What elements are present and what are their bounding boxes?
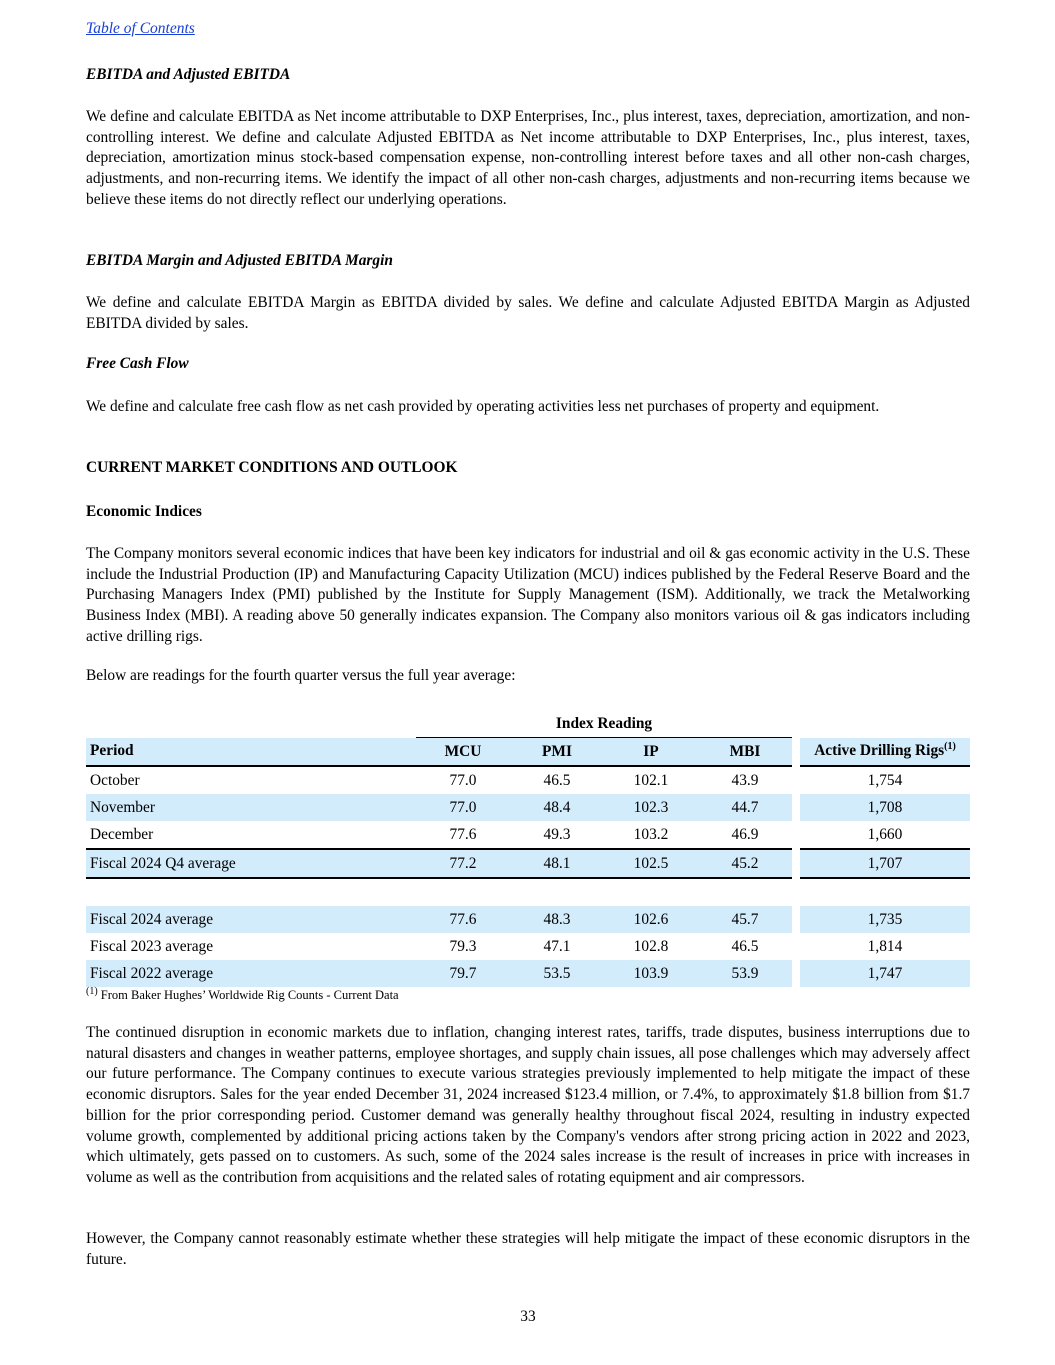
table-row [86,906,970,933]
cell-rigs: 1,814 [867,937,903,955]
cell-rigs: 1,660 [867,825,903,843]
table-row [86,933,970,960]
cell-pmi: 48.4 [510,794,604,821]
cell-period: December [90,825,154,843]
cell-rigs: 1,754 [867,771,903,789]
cell-period: October [90,771,140,789]
cell-rigs: 1,707 [800,849,970,878]
cell-ip: 103.2 [633,825,669,843]
cell-mcu: 77.6 [416,906,510,933]
heading-economic-indices: Economic Indices [86,503,202,520]
cell-mbi: 44.7 [698,794,792,821]
column-header-ip: IP [604,738,698,767]
cell-period: Fiscal 2022 average [86,960,416,987]
column-header-active-drilling-rigs: Active Drilling Rigs$^{(1)}$ [800,738,970,767]
cell-period: Fiscal 2024 average [86,906,416,933]
cell-mbi: 46.5 [731,937,759,955]
cell-mcu: 77.6 [449,825,477,843]
cell-ip: 103.9 [604,960,698,987]
cell-mcu: 79.7 [416,960,510,987]
paragraph-free-cash-flow: We define and calculate free cash flow as net cash provided by operating activities less net purchases of property and equipment. [86,398,880,415]
cell-pmi: 49.3 [543,825,571,843]
cell-ip: 102.6 [604,906,698,933]
column-header-pmi: PMI [510,738,604,767]
column-header-mbi: MBI [698,738,792,767]
cell-pmi: 48.3 [510,906,604,933]
index-reading-group-header: Index Reading [416,711,792,738]
cell-pmi: 53.5 [510,960,604,987]
cell-mbi: 46.9 [731,825,759,843]
heading-free-cash-flow: Free Cash Flow [86,355,189,372]
heading-ebitda: EBITDA and Adjusted EBITDA [86,66,291,83]
paragraph-market-disruption: The continued disruption in economic markets due to inflation, changing interest rates, tariffs, trade disputes, business interruptions due to natural disasters and changes in weather patterns, employee shortages, and supply chain issues, all pose challenges which may adversely affect our future performance. The Company continues to execute various strategies previously implemented to help mitigate the impact of these economic disruptors. Sales for the year ended December 31, 2024 increased $123.4 million, or 7.4%, to approximately $1.8 billion from $1.7 billion for the prior corresponding period. Customer demand was generally healthy throughout fiscal 2024, resulting in industry expected volume growth, complemented by additional pricing actions taken by the Company's vendors after strong pricing action in 2022 and 2023, which ultimately, gets passed on to customers. As such, some of the 2024 sales increase is the result of increases in price with increases in volume as well as the contribution from acquisitions and the related sales of rotating equipment and air compressors. [86,1024,970,1186]
cell-mbi: 43.9 [731,771,759,789]
table-footnote: $^{(1)}$ From Baker Hughes’ Worldwide Rig Counts - Current Data [86,985,399,1002]
cell-pmi: 48.1 [510,849,604,878]
table-row [86,794,970,821]
economic-indices-table [86,711,970,987]
heading-market-conditions: CURRENT MARKET CONDITIONS AND OUTLOOK [86,459,458,476]
paragraph-ebitda: We define and calculate EBITDA as Net income attributable to DXP Enterprises, Inc., plus interest, taxes, depreciation, amortization, and non-controlling interest. We define and calculate Adjusted EBITDA as Net income attributable to DXP Enterprises, Inc., plus interest, taxes, depreciation, amortization minus stock-based compensation expense, non-controlling interest before taxes and all other non-cash charges, adjustments, and non-recurring items. We identify the impact of all other non-cash charges, adjustments and non-recurring items because we believe these items do not directly reflect our underlying operations. [86,108,970,208]
table-row [86,960,970,987]
page-number: 33 [520,1308,536,1325]
cell-ip: 102.3 [604,794,698,821]
paragraph-ebitda-margin: We define and calculate EBITDA Margin as EBITDA divided by sales. We define and calculate Adjusted EBITDA Margin as Adjusted EBITDA divided by sales. [86,294,970,332]
cell-mcu: 79.3 [449,937,477,955]
heading-ebitda-margin: EBITDA Margin and Adjusted EBITDA Margin [86,252,393,269]
cell-pmi: 47.1 [543,937,571,955]
paragraph-outlook: However, the Company cannot reasonably estimate whether these strategies will help mitigate the impact of these economic disruptors in the future. [86,1230,970,1268]
column-header-period: Period [86,738,416,767]
cell-ip: 102.5 [604,849,698,878]
cell-rigs: 1,735 [800,906,970,933]
cell-period: Fiscal 2023 average [90,937,214,955]
cell-mcu: 77.2 [416,849,510,878]
table-of-contents-link[interactable]: Table of Contents [86,20,195,37]
cell-rigs: 1,708 [800,794,970,821]
cell-ip: 102.8 [633,937,669,955]
table-row [86,821,970,849]
table-row [86,849,970,878]
cell-mcu: 77.0 [416,794,510,821]
cell-period: Fiscal 2024 Q4 average [86,849,416,878]
cell-period: November [86,794,416,821]
cell-rigs: 1,747 [800,960,970,987]
cell-ip: 102.1 [633,771,669,789]
paragraph-table-intro: Below are readings for the fourth quarter versus the full year average: [86,667,516,684]
column-header-mcu: MCU [416,738,510,767]
table-row [86,766,970,794]
cell-pmi: 46.5 [543,771,571,789]
cell-mcu: 77.0 [449,771,477,789]
paragraph-economic-indices: The Company monitors several economic indices that have been key indicators for industrial and oil & gas economic activity in the U.S. These include the Industrial Production (IP) and Manufacturing Capacity Utilization (MCU) indices published by the Federal Reserve Board and the Purchasing Managers Index (PMI) published by the Institute for Supply Management (ISM). Additionally, we track the Metalworking Business Index (MBI). A reading above 50 generally indicates expansion. The Company also monitors various oil & gas indicators including active drilling rigs. [86,545,970,645]
cell-mbi: 45.2 [698,849,792,878]
cell-mbi: 45.7 [698,906,792,933]
cell-mbi: 53.9 [698,960,792,987]
